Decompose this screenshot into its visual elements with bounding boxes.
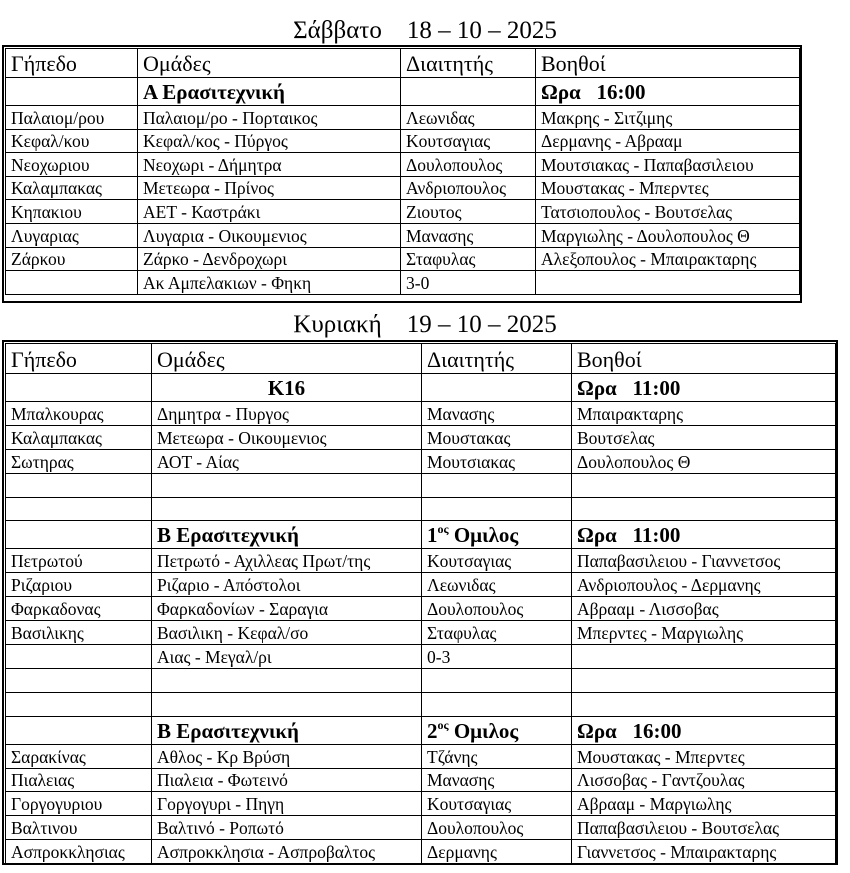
header-assistants: Βοηθοί <box>572 344 836 374</box>
match-cell: Βαλτινό - Ροπωτό <box>152 816 422 840</box>
saturday-date: 18 – 10 – 2025 <box>406 17 557 44</box>
saturday-schedule-table <box>5 48 800 295</box>
match-row <box>6 692 836 716</box>
assistants-cell <box>572 645 836 669</box>
referee-cell: Σταφυλας <box>422 621 572 645</box>
venue-cell: Λυγαριας <box>6 223 138 247</box>
assistants-cell: Μακρης - Σιτζιμης <box>536 106 800 130</box>
section-group: $1^{o\varsigma}$ Ομιλος <box>422 521 572 549</box>
match-cell: Φαρκαδονίων - Σαραγια <box>152 597 422 621</box>
venue-cell: Κηπακιου <box>6 200 138 224</box>
match-cell: ΑΟΤ - Αίας <box>152 449 422 473</box>
venue-cell: Πετρωτού <box>6 549 152 573</box>
referee-cell: Δερμανης <box>422 840 572 864</box>
section-row <box>6 521 836 549</box>
match-cell: Παλαιομ/ρο - Πορταικος <box>138 106 401 130</box>
venue-cell: Ασπροκκλησιας <box>6 840 152 864</box>
match-row <box>6 449 836 473</box>
match-row <box>6 549 836 573</box>
section-row <box>6 374 836 402</box>
header-teams: Ομάδες <box>152 344 422 374</box>
assistants-cell: Μουστακας - Μπερντες <box>572 744 836 768</box>
assistants-cell <box>572 473 836 497</box>
referee-cell <box>422 497 572 521</box>
match-row <box>6 573 836 597</box>
referee-cell: Ανδριοπουλος <box>401 176 536 200</box>
match-cell: Ακ Αμπελακιων - Φηκη <box>138 271 401 295</box>
venue-cell: Καλαμπακας <box>6 176 138 200</box>
venue-cell <box>6 668 152 692</box>
assistants-cell: Παπαβασιλειου - Βουτσελας <box>572 816 836 840</box>
referee-cell: Μουτσιακας <box>422 449 572 473</box>
match-row <box>6 645 836 669</box>
match-cell: Κεφαλ/κος - Πύργος <box>138 129 401 153</box>
referee-cell: Μανασης <box>422 768 572 792</box>
section-title: Β Ερασιτεχνική <box>152 716 422 744</box>
venue-cell: Ζάρκου <box>6 247 138 271</box>
section-time: Ωρα 11:00 <box>572 374 836 402</box>
venue-cell <box>6 497 152 521</box>
referee-cell: 0-3 <box>422 645 572 669</box>
assistants-cell <box>572 497 836 521</box>
referee-cell: Μανασης <box>422 402 572 426</box>
venue-cell: Σωτηρας <box>6 449 152 473</box>
match-cell: Μετεωρα - Πρίνος <box>138 176 401 200</box>
header-venue: Γήπεδο <box>6 49 138 78</box>
match-row <box>6 668 836 692</box>
assistants-cell: Παπαβασιλειου - Γιαννετσος <box>572 549 836 573</box>
match-cell: Λυγαρια - Οικουμενιος <box>138 223 401 247</box>
section-group: $2^{o\varsigma}$ Ομιλος <box>422 716 572 744</box>
saturday-day: Σάββατο <box>293 17 382 44</box>
referee-cell: Δουλοπουλος <box>401 153 536 177</box>
match-cell <box>152 692 422 716</box>
assistants-cell: Μπαιρακταρης <box>572 402 836 426</box>
match-cell: ΑΕΤ - Καστράκι <box>138 200 401 224</box>
venue-cell: Καλαμπακας <box>6 425 152 449</box>
sunday-date: 19 – 10 – 2025 <box>406 311 557 338</box>
match-cell: Δημητρα - Πυργος <box>152 402 422 426</box>
section-time: Ωρα 16:00 <box>536 78 800 106</box>
header-row <box>6 49 800 78</box>
match-cell: Πιαλεια - Φωτεινό <box>152 768 422 792</box>
match-cell: Πετρωτό - Αχιλλεας Πρωτ/της <box>152 549 422 573</box>
referee-cell: Κουτσαγιας <box>401 129 536 153</box>
match-row <box>6 106 800 130</box>
assistants-cell: Μουστακας - Μπερντες <box>536 176 800 200</box>
referee-cell <box>422 692 572 716</box>
sunday-day: Κυριακή <box>293 311 382 338</box>
match-cell: Βασιλικη - Κεφαλ/σο <box>152 621 422 645</box>
venue-cell: Ριζαριου <box>6 573 152 597</box>
match-cell: Αθλος - Κρ Βρύση <box>152 744 422 768</box>
match-row <box>6 840 836 864</box>
assistants-cell: Αβρααμ - Μαργιωλης <box>572 792 836 816</box>
match-row <box>6 223 800 247</box>
match-cell <box>152 473 422 497</box>
match-row <box>6 792 836 816</box>
match-row <box>6 744 836 768</box>
match-row <box>6 200 800 224</box>
match-cell <box>152 497 422 521</box>
match-row <box>6 402 836 426</box>
assistants-cell: Δερμανης - Αβρααμ <box>536 129 800 153</box>
match-cell: Γοργογυρι - Πηγη <box>152 792 422 816</box>
header-teams: Ομάδες <box>138 49 401 78</box>
assistants-cell <box>536 271 800 295</box>
match-row <box>6 129 800 153</box>
match-row <box>6 621 836 645</box>
venue-cell: Πιαλειας <box>6 768 152 792</box>
assistants-cell: Ανδριοπουλος - Δερμανης <box>572 573 836 597</box>
match-cell: Αιας - Μεγαλ/ρι <box>152 645 422 669</box>
header-row <box>6 344 836 374</box>
assistants-cell: Δουλοπουλος Θ <box>572 449 836 473</box>
assistants-cell: Μπερντες - Μαργιωλης <box>572 621 836 645</box>
section-title: Κ16 <box>152 374 422 402</box>
match-row <box>6 153 800 177</box>
section-title: Α Ερασιτεχνική <box>138 78 401 106</box>
section-row <box>6 716 836 744</box>
venue-cell <box>6 271 138 295</box>
assistants-cell: Αβρααμ - Λισσοβας <box>572 597 836 621</box>
referee-cell: 3-0 <box>401 271 536 295</box>
assistants-cell <box>572 692 836 716</box>
header-assistants: Βοηθοί <box>536 49 800 78</box>
venue-cell: Σαρακίνας <box>6 744 152 768</box>
referee-cell: Δουλοπουλος <box>422 597 572 621</box>
section-row <box>6 78 800 106</box>
match-row <box>6 176 800 200</box>
assistants-cell: Αλεξοπουλος - Μπαιρακταρης <box>536 247 800 271</box>
header-referee: Διαιτητής <box>401 49 536 78</box>
section-time: Ωρα 16:00 <box>572 716 836 744</box>
referee-cell: Κουτσαγιας <box>422 549 572 573</box>
referee-cell: Λεωνιδας <box>422 573 572 597</box>
assistants-cell: Γιαννετσος - Μπαιρακταρης <box>572 840 836 864</box>
assistants-cell: Τατσιοπουλος - Βουτσελας <box>536 200 800 224</box>
venue-cell <box>6 692 152 716</box>
venue-cell: Βαλτινου <box>6 816 152 840</box>
referee-cell: Ζιουτος <box>401 200 536 224</box>
sunday-title <box>0 310 850 340</box>
header-venue: Γήπεδο <box>6 344 152 374</box>
referee-cell: Σταφυλας <box>401 247 536 271</box>
match-row <box>6 425 836 449</box>
venue-cell: Γοργογυριου <box>6 792 152 816</box>
referee-cell <box>422 473 572 497</box>
assistants-cell: Βουτσελας <box>572 425 836 449</box>
match-cell <box>152 668 422 692</box>
assistants-cell: Λισσοβας - Γαντζουλας <box>572 768 836 792</box>
referee-cell: Μουστακας <box>422 425 572 449</box>
referee-cell <box>422 668 572 692</box>
venue-cell: Κεφαλ/κου <box>6 129 138 153</box>
sunday-schedule-table <box>5 343 836 864</box>
match-cell: Ριζαριο - Απόστολοι <box>152 573 422 597</box>
match-row <box>6 597 836 621</box>
venue-cell: Μπαλκουρας <box>6 402 152 426</box>
referee-cell: Λεωνιδας <box>401 106 536 130</box>
match-row <box>6 816 836 840</box>
match-cell: Ασπροκκλησια - Ασπροβαλτος <box>152 840 422 864</box>
venue-cell: Παλαιομ/ρου <box>6 106 138 130</box>
venue-cell: Φαρκαδονας <box>6 597 152 621</box>
match-row <box>6 247 800 271</box>
assistants-cell: Μαργιωλης - Δουλοπουλος Θ <box>536 223 800 247</box>
match-row <box>6 473 836 497</box>
saturday-title <box>0 16 850 46</box>
match-cell: Μετεωρα - Οικουμενιος <box>152 425 422 449</box>
match-row <box>6 271 800 295</box>
referee-cell: Δουλοπουλος <box>422 816 572 840</box>
referee-cell: Τζάνης <box>422 744 572 768</box>
match-row <box>6 497 836 521</box>
venue-cell <box>6 645 152 669</box>
referee-cell: Μανασης <box>401 223 536 247</box>
section-time: Ωρα 11:00 <box>572 521 836 549</box>
match-row <box>6 768 836 792</box>
section-group <box>422 374 572 402</box>
referee-cell: Κουτσαγιας <box>422 792 572 816</box>
assistants-cell <box>572 668 836 692</box>
venue-cell: Νεοχωριου <box>6 153 138 177</box>
header-referee: Διαιτητής <box>422 344 572 374</box>
venue-cell <box>6 473 152 497</box>
venue-cell: Βασιλικης <box>6 621 152 645</box>
section-title: Β Ερασιτεχνική <box>152 521 422 549</box>
match-cell: Ζάρκο - Δενδροχωρι <box>138 247 401 271</box>
match-cell: Νεοχωρι - Δήμητρα <box>138 153 401 177</box>
assistants-cell: Μουτσιακας - Παπαβασιλειου <box>536 153 800 177</box>
